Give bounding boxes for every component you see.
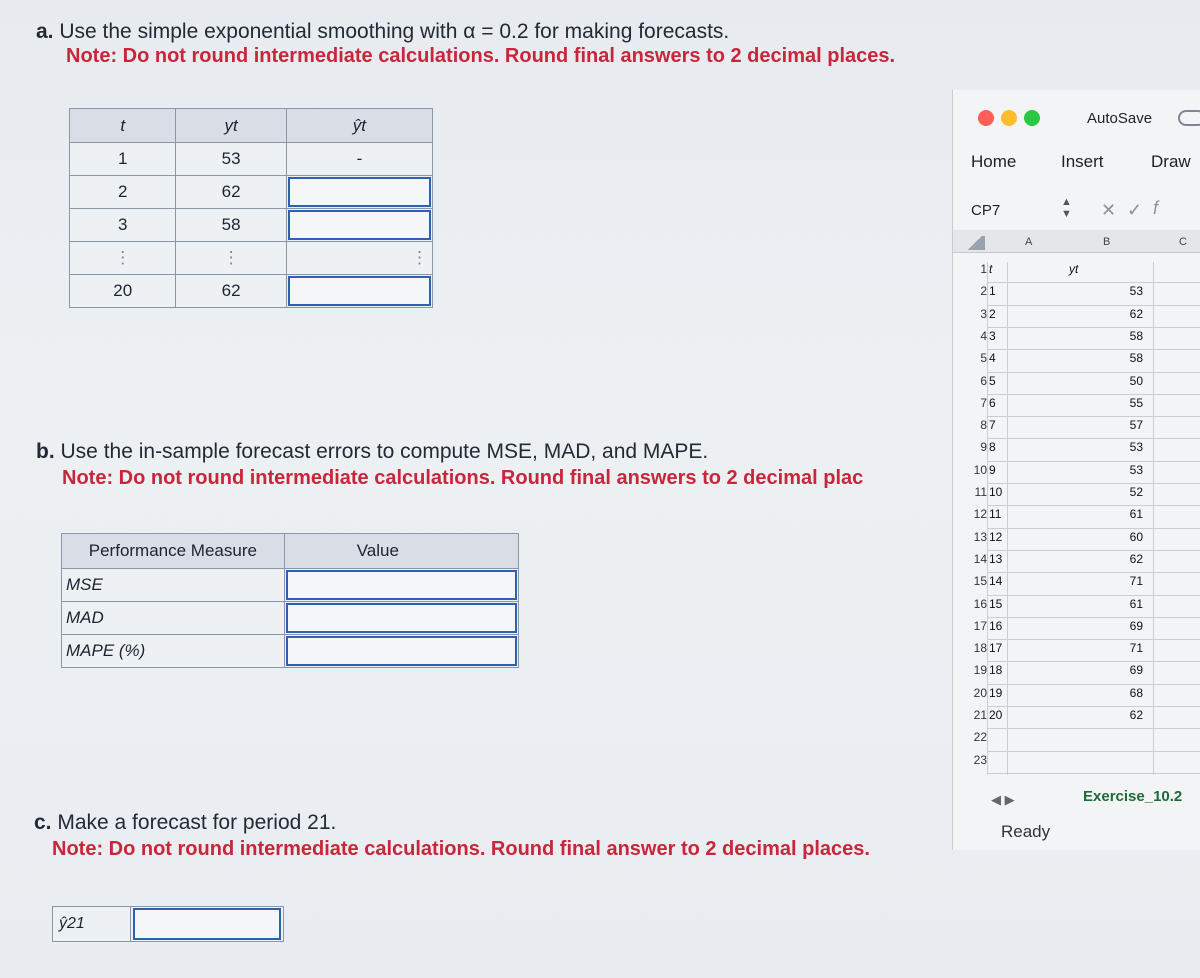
tab-draw[interactable]: Draw	[1151, 152, 1191, 171]
row-number[interactable]: 18	[973, 641, 987, 656]
cell-a[interactable]: 18	[989, 663, 1003, 678]
cell-b[interactable]: 62	[1129, 306, 1143, 321]
excel-window	[952, 90, 1200, 850]
row-number[interactable]: 7	[980, 395, 987, 410]
cell-b[interactable]: 61	[1129, 507, 1143, 522]
close-window-button[interactable]	[978, 110, 994, 126]
cell-b[interactable]: 71	[1129, 574, 1143, 589]
forecast-21-label: ŷ21	[53, 907, 131, 941]
col-header-value: Value	[284, 534, 518, 569]
cell-a[interactable]: 13	[989, 551, 1003, 566]
row-gridline	[987, 572, 1200, 573]
column-header-bar	[953, 230, 1200, 253]
row-number[interactable]: 9	[980, 440, 987, 455]
column-a-header[interactable]: A	[1025, 236, 1033, 248]
col-header-t: t	[70, 109, 176, 143]
measure-mape: MAPE (%)	[62, 635, 285, 668]
column-c-header[interactable]: C	[1179, 236, 1187, 248]
forecast-21-row	[52, 906, 284, 942]
row-number[interactable]: 10	[973, 462, 987, 477]
cell-ellipsis: ⋮	[70, 242, 176, 275]
part-a-prefix: a.	[36, 20, 54, 43]
part-a-note: Note: Do not round intermediate calculations. Round final answers to 2 decimal places.	[66, 45, 896, 67]
col-header-measure: Performance Measure	[62, 534, 285, 569]
cell-a[interactable]: 6	[989, 395, 996, 410]
col-a-right-border	[1007, 262, 1008, 775]
row-gridline	[987, 550, 1200, 551]
forecast-input-20[interactable]	[286, 275, 432, 308]
cell-b[interactable]: 68	[1129, 685, 1143, 700]
row-gridline	[987, 617, 1200, 618]
forecast-table	[69, 108, 433, 308]
row-gridline	[987, 394, 1200, 395]
status-ready: Ready	[1001, 822, 1051, 841]
mad-input[interactable]	[284, 602, 518, 635]
cell-a[interactable]: 9	[989, 462, 996, 477]
cell-b[interactable]: 58	[1129, 351, 1143, 366]
row-gridline	[987, 416, 1200, 417]
cell-a[interactable]: 15	[989, 596, 1003, 611]
cell-b[interactable]: 60	[1129, 529, 1143, 544]
cell-b[interactable]: 53	[1129, 284, 1143, 299]
cell-b[interactable]: 55	[1129, 395, 1143, 410]
cell-b[interactable]: 53	[1129, 440, 1143, 455]
part-b-note: Note: Do not round intermediate calculations. Round final answers to 2 decimal plac	[62, 467, 864, 489]
cell-b[interactable]: 57	[1129, 418, 1143, 433]
row-gridline	[987, 728, 1200, 729]
row-number[interactable]: 16	[973, 596, 987, 611]
row-number[interactable]: 14	[973, 551, 987, 566]
autosave-label: AutoSave	[1087, 110, 1153, 127]
row-gridline	[987, 684, 1200, 685]
cell-b[interactable]: 62	[1129, 708, 1143, 722]
cell-b[interactable]: 69	[1129, 663, 1143, 678]
row-number[interactable]: 20	[973, 685, 987, 700]
row-number[interactable]: 6	[980, 373, 987, 388]
part-b-question: Use the in-sample forecast errors to compute MSE, MAD, and MAPE.	[60, 440, 709, 463]
part-c-prefix: c.	[34, 811, 52, 834]
row-gridline	[987, 595, 1200, 596]
cell-b[interactable]: yt	[1069, 262, 1079, 276]
cell-a[interactable]: 5	[989, 373, 996, 388]
row-gridline	[987, 483, 1200, 484]
cell-b[interactable]: 71	[1129, 641, 1143, 656]
row-number[interactable]: 13	[973, 529, 987, 544]
part-a-question: Use the simple exponential smoothing with α = 0.2 for making forecasts.	[59, 20, 730, 43]
cell-a[interactable]: 2	[989, 306, 996, 321]
row-gridline	[987, 773, 1200, 774]
row-number[interactable]: 3	[980, 306, 987, 321]
cell-b[interactable]: 69	[1129, 618, 1143, 633]
cell-b[interactable]: 62	[1129, 551, 1143, 566]
row-gridline	[987, 282, 1200, 283]
forecast-21-input[interactable]	[133, 908, 281, 940]
sheet-tab[interactable]: Exercise_10.2	[1083, 788, 1183, 805]
row-gridline	[987, 505, 1200, 506]
cell-b[interactable]: 50	[1129, 373, 1143, 388]
row-number[interactable]: 19	[973, 663, 987, 678]
row-gridline	[987, 639, 1200, 640]
part-c-title	[34, 811, 336, 835]
cell-a[interactable]: 14	[989, 574, 1003, 589]
row-gridline	[987, 327, 1200, 328]
row-number[interactable]: 22	[973, 730, 987, 745]
performance-table	[61, 533, 519, 668]
sheet-nav-arrows[interactable]: ◀ ▶	[991, 792, 1015, 807]
row-number[interactable]: 1	[980, 262, 987, 276]
cell-b[interactable]: 52	[1129, 485, 1143, 499]
cell-a[interactable]: 12	[989, 529, 1003, 544]
cell-a[interactable]: 20	[989, 708, 1003, 722]
row-number[interactable]: 15	[973, 574, 987, 589]
row-gridline	[987, 751, 1200, 752]
tab-insert[interactable]: Insert	[1061, 152, 1104, 171]
row-number[interactable]: 21	[973, 708, 987, 722]
cell-a[interactable]: 3	[989, 328, 996, 343]
tab-home[interactable]: Home	[971, 152, 1017, 171]
row-number[interactable]: 4	[980, 328, 987, 343]
maximize-window-button[interactable]	[1024, 110, 1040, 126]
row-gridline	[987, 461, 1200, 462]
cell-a[interactable]: 16	[989, 618, 1003, 633]
cell-a[interactable]: 7	[989, 418, 996, 433]
row-gridline	[987, 305, 1200, 306]
row-gridline	[987, 706, 1200, 707]
cell-t: 3	[70, 209, 176, 242]
cell-y: 53	[176, 143, 286, 176]
forecast-input-3[interactable]	[286, 209, 432, 242]
cell-a[interactable]: 4	[989, 351, 996, 366]
minimize-window-button[interactable]	[1001, 110, 1017, 126]
measure-mse: MSE	[62, 569, 285, 602]
cell-t: 20	[70, 275, 176, 308]
cell-ellipsis: ⋮	[176, 242, 286, 275]
cell-y: 62	[176, 275, 286, 308]
mape-input[interactable]	[284, 635, 518, 668]
cancel-formula-icon[interactable]: ✕	[1101, 200, 1117, 220]
col-header-yt: yt	[176, 109, 286, 143]
cell-y: 62	[176, 176, 286, 209]
row-number[interactable]: 23	[973, 752, 987, 767]
part-b-prefix: b.	[36, 440, 55, 463]
cell-a[interactable]: 17	[989, 641, 1003, 656]
col-b-right-border	[1153, 262, 1154, 775]
cell-y: 58	[176, 209, 286, 242]
row-number[interactable]: 12	[973, 507, 987, 522]
cell-forecast: -	[286, 143, 432, 176]
part-c-question: Make a forecast for period 21.	[57, 811, 337, 834]
column-b-header[interactable]: B	[1103, 236, 1111, 248]
row-gridline	[987, 349, 1200, 350]
measure-mad: MAD	[62, 602, 285, 635]
confirm-formula-icon[interactable]: ✓	[1127, 200, 1143, 220]
row-gridline	[987, 372, 1200, 373]
col-a-left-border	[987, 262, 988, 775]
cell-a[interactable]: 10	[989, 485, 1003, 499]
mse-input[interactable]	[284, 569, 518, 602]
cell-ellipsis: ⋮	[286, 242, 432, 275]
name-box-stepper-icon[interactable]: ▲ ▼	[1061, 196, 1072, 220]
row-number[interactable]: 2	[980, 284, 987, 299]
row-number[interactable]: 5	[980, 351, 987, 366]
select-all-icon[interactable]	[965, 236, 985, 250]
cell-b[interactable]: 53	[1129, 462, 1143, 477]
cell-b[interactable]: 58	[1129, 328, 1143, 343]
part-a-title	[36, 20, 729, 44]
row-gridline	[987, 528, 1200, 529]
cell-a[interactable]: t	[989, 262, 993, 276]
row-number[interactable]: 11	[974, 485, 987, 499]
autosave-toggle[interactable]	[1178, 110, 1200, 126]
col-header-forecast: ŷt	[286, 109, 432, 143]
cell-a[interactable]: 1	[989, 284, 996, 299]
cell-t: 1	[70, 143, 176, 176]
cell-a[interactable]: 8	[989, 440, 996, 455]
row-number[interactable]: 17	[973, 618, 987, 633]
cell-a[interactable]: 19	[989, 685, 1003, 700]
forecast-input-2[interactable]	[286, 176, 432, 209]
cell-a[interactable]: 11	[989, 507, 1002, 522]
row-gridline	[987, 438, 1200, 439]
cell-b[interactable]: 61	[1129, 596, 1143, 611]
row-number[interactable]: 8	[980, 418, 987, 433]
sheet-grid[interactable]	[953, 262, 1200, 772]
part-c-note: Note: Do not round intermediate calculations. Round final answer to 2 decimal places.	[52, 838, 870, 860]
function-icon[interactable]: f	[1153, 198, 1159, 218]
row-gridline	[987, 661, 1200, 662]
part-b-title	[36, 440, 708, 464]
name-box[interactable]: CP7	[971, 202, 1001, 219]
cell-t: 2	[70, 176, 176, 209]
